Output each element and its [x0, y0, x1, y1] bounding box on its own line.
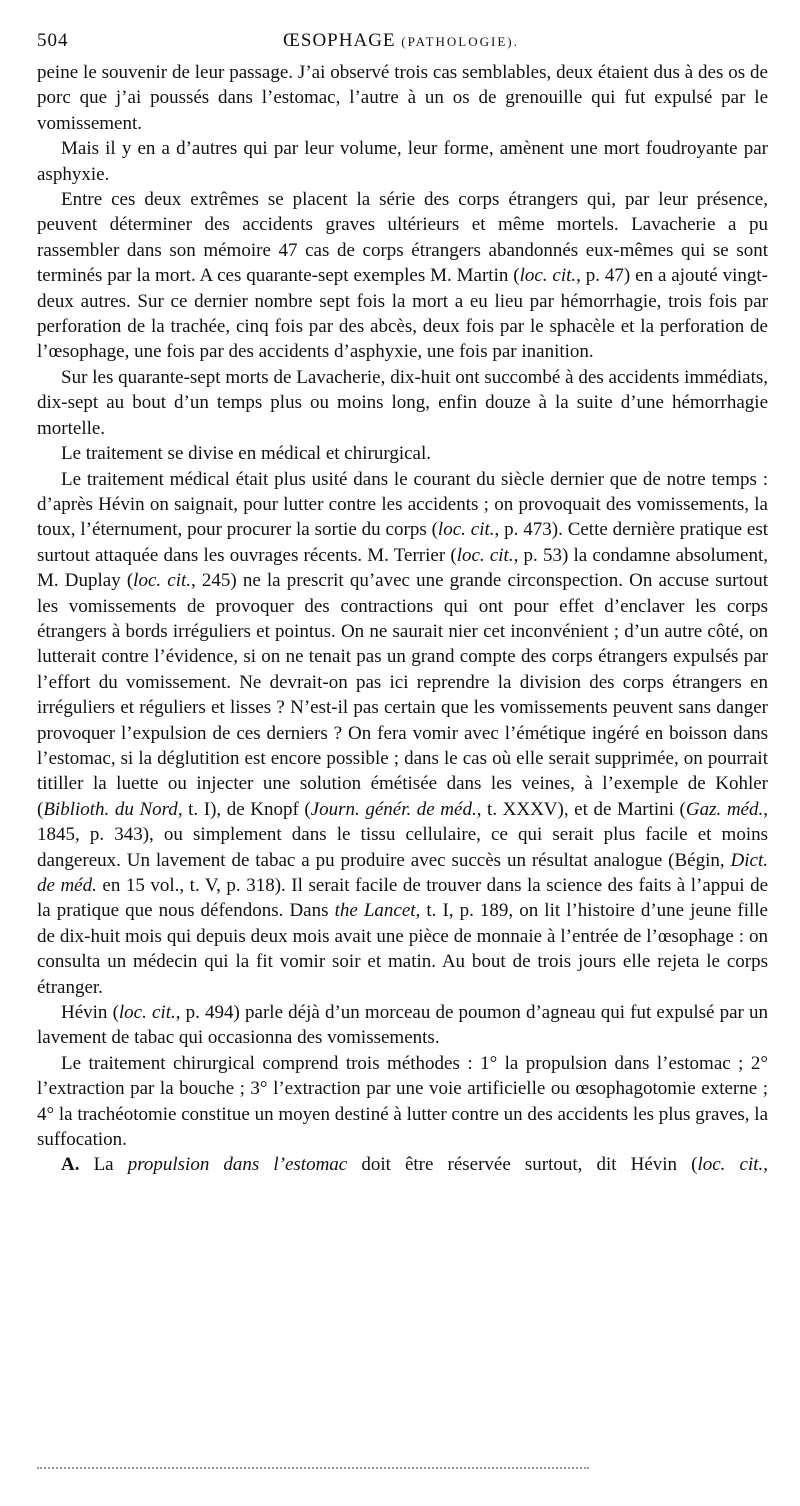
italic-text: Dict. de méd.	[37, 849, 768, 896]
italic-text: Biblioth. du Nord	[43, 798, 178, 820]
text-run: , p. 473). Cette dernière pratique est surtout attaquée dans les ouvrages récents. M. Terrier (	[37, 519, 769, 566]
text-run: , p. 47) en a ajouté vingt-deux autres. Sur ce dernier nombre sept fois la mort a eu lieu par hémorrhagie, trois fois par perforation de la trachée, cinq fois par des abcès, deux fois par le sphacèle et la perforation de l’œsophage, une fois par des accidents d’asphyxie, une fois par inanition.	[37, 265, 768, 363]
footer-rule	[37, 1467, 589, 1469]
text-run: doit être réservée surtout, dit Hévin (	[347, 1154, 698, 1176]
text-run: , 1845, p. 343), ou simplement dans le tissu cellulaire, ce qui serait plus facile et moins dangereux. Un lavement de tabac a pu produire avec succès un résultat analogue (Bégin,	[37, 798, 768, 871]
paragraph	[37, 1152, 768, 1177]
text-run: Le traitement médical était plus usité dans le courant du siècle dernier que de notre temps : d’après Hévin on saignait, pour lutter contre les accidents ; on provoquait des vomissements, la toux, l’éternument, pour procurer la sortie du corps (	[37, 468, 768, 541]
page-number: 504	[37, 30, 69, 51]
text-run: , p. 53) la condamne absolument, M. Duplay (	[37, 544, 769, 592]
paragraph	[37, 441, 768, 466]
paragraph	[37, 467, 768, 1001]
paragraph	[37, 365, 768, 441]
italic-text: loc. cit.	[118, 1002, 176, 1024]
paragraph	[37, 187, 768, 365]
running-title-main: ŒSOPHAGE	[283, 30, 396, 51]
italic-text: loc. cit.	[456, 544, 514, 566]
text-run: , t. XXXV), et de Martini (	[476, 798, 686, 820]
text-run: Mais il y en a d’autres qui par leur volume, leur forme, amènent une mort foudroyante par asphyxie.	[37, 138, 768, 185]
paragraph	[37, 60, 768, 136]
italic-text: the Lancet	[334, 900, 416, 922]
text-run: , p. 494) parle déjà d’un morceau de poumon d’agneau qui fut expulsé par un lavement de tabac qui occasionna des vomissements.	[37, 1002, 769, 1049]
text-run: peine le souvenir de leur passage. J’ai observé trois cas semblables, deux étaient dus à des os de porc que j’ai poussés dans l’estomac, l’autre à un os de grenouille qui fut expulsé par le vomissement.	[37, 62, 768, 134]
running-title	[283, 30, 519, 52]
running-title-section: (PATHOLOGIE).	[401, 34, 519, 49]
paragraph	[37, 136, 768, 187]
paragraph	[37, 1000, 768, 1051]
text-run: , 245) ne la prescrit qu’avec une grande circonspection. On accuse surtout les vomissements de provoquer des contractions qui ont pour effet d’enclaver les corps étrangers à bords irréguliers et pointus. On ne saurait nier cet inconvénient ; d’un autre côté, on lutterait contre l’évidence, si on ne tenait pas un grand compte des corps étrangers expulsés par l’effort du vomissement. Ne devrait-on pas ici reprendre la division des corps étrangers en irréguliers et réguliers et lisses ? N’est-il pas certain que les vomissements peuvent sans danger provoquer l’expulsion de ces derniers ? On fera vomir avec l’émétique ingéré en boisson dans l’estomac, si la déglutition est encore possible ; dans le cas où elle serait supprimée, on pourrait titiller la luette ou injecter une solution émétisée dans les veines, à l’exemple de Kohler (	[37, 570, 769, 820]
text-run: Hévin (	[61, 1002, 119, 1024]
book-page	[37, 30, 768, 1178]
italic-text: loc. cit.	[133, 570, 192, 592]
text-run: La	[79, 1154, 128, 1176]
text-run: Sur les quarante-sept morts de Lavacherie, dix-huit ont succombé à des accidents immédiats, dix-sept au bout d’un temps plus ou moins long, enfin douze à la suite d’une hémorrhagie mortelle.	[37, 366, 768, 439]
italic-text: loc. cit.	[437, 519, 495, 541]
italic-text: Gaz. méd.	[685, 798, 764, 820]
text-run: Le traitement se divise en médical et chirurgical.	[61, 443, 431, 465]
body-text	[37, 60, 768, 1178]
italic-text: propulsion dans l’estomac	[127, 1154, 348, 1176]
paragraph	[37, 1051, 768, 1153]
bold-text: A.	[61, 1154, 80, 1176]
text-run: Le traitement chirurgical comprend trois méthodes : 1° la propulsion dans l’estomac ; 2° l’extraction par la bouche ; 3° l’extraction par une voie artificielle ou œsophagotomie externe ; 4° la trachéotomie constitue un moyen destiné à lutter contre un des accidents les plus graves, la suffocation.	[37, 1052, 768, 1151]
text-run: , t. I, p. 189, on lit l’histoire d’une jeune fille de dix-huit mois qui depuis deux mois avait une pièce de monnaie à l’entrée de l’œsophage : on consulta un médecin qui la fit vomir soir et matin. Au bout de trois jours elle rejeta le corps étranger.	[37, 900, 768, 998]
italic-text: loc. cit.	[697, 1154, 764, 1176]
text-run: ,	[763, 1154, 768, 1176]
text-run: en 15 vol., t. V, p. 318). Il serait facile de trouver dans la science des faits à l’appui de la pratique que nous défendons. Dans	[37, 875, 768, 922]
text-run: , t. I), de Knopf (	[177, 798, 311, 820]
italic-text: Journ. génér. de méd.	[310, 798, 477, 820]
italic-text: loc. cit.	[519, 265, 577, 287]
text-run: Entre ces deux extrêmes se placent la série des corps étrangers qui, par leur présence, peuvent déterminer des accidents graves ultérieurs et même mortels. Lavacherie a pu rassembler dans son mémoire 47 cas de corps étrangers abandonnés eux-mêmes qui se sont terminés par la mort. A ces quarante-sept exemples M. Martin (	[37, 189, 768, 287]
running-header	[37, 30, 768, 60]
